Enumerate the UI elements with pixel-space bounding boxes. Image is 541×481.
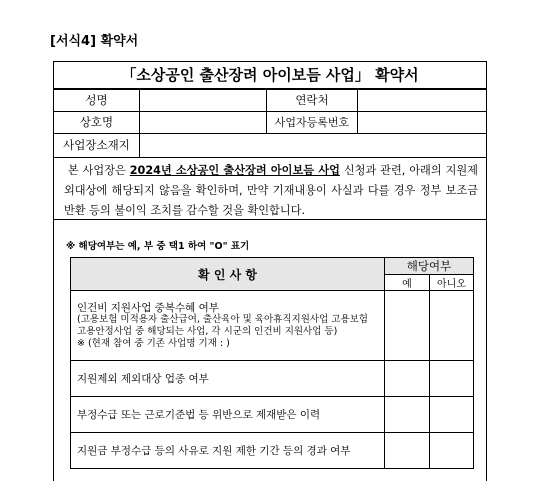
- header-applicable: 해당여부: [385, 258, 474, 275]
- check-item-text: 지원제외 제외대상 업종 여부: [71, 361, 385, 397]
- info-row-address: [54, 134, 486, 158]
- form-label: [서식4] 확약서: [50, 34, 139, 49]
- check-yes-cell[interactable]: [385, 361, 430, 397]
- checklist-row: [71, 397, 474, 433]
- check-item-text: [71, 291, 385, 361]
- check-item-detail: (고용보험 미적용자 출산급여, 출산육아 및 육아휴직지원사업 고용보험: [77, 313, 368, 325]
- name-label: 성명: [54, 90, 140, 111]
- check-no-cell[interactable]: [430, 291, 474, 361]
- check-yes-cell[interactable]: [385, 433, 430, 469]
- pledge-text: [54, 158, 486, 220]
- check-item-detail: ※ (현재 참여 중 기존 사업명 기재 : ): [77, 337, 230, 349]
- check-no-cell[interactable]: [430, 397, 474, 433]
- biz-reg-no-field[interactable]: [358, 112, 486, 133]
- checklist-header-row: [71, 258, 474, 275]
- check-no-cell[interactable]: [430, 433, 474, 469]
- col-yes: 예: [385, 275, 430, 291]
- check-yes-cell[interactable]: [385, 397, 430, 433]
- company-field[interactable]: [140, 112, 266, 133]
- check-item-main: 인건비 지원사업 중복수혜 여부: [77, 301, 219, 314]
- selection-note: ※ 해당여부는 예, 부 중 택1 하여 "O" 표기: [66, 241, 250, 252]
- pledge-prefix: 본 사업장은: [67, 164, 130, 177]
- checklist-row: [71, 361, 474, 397]
- contact-field[interactable]: [358, 90, 486, 111]
- check-yes-cell[interactable]: [385, 291, 430, 361]
- pledge-emphasis: 2024년 소상공인 출산장려 아이보듬 사업: [129, 164, 340, 177]
- form-frame: [53, 61, 487, 481]
- header-check-items: 확 인 사 항: [71, 258, 385, 291]
- info-row-name: [54, 90, 486, 112]
- pledge-suffix: 신청과 관련, 아래의 지원제외대상에 해당되지 않음을 확인하며, 만약 기재내용이 사실과 다를 경우 정부 보조금 반환 등의 불이익 조치를 감수할 것을 확인합니다.: [64, 164, 478, 217]
- col-no: 아니오: [430, 275, 474, 291]
- address-field[interactable]: [140, 134, 486, 157]
- check-item-text: 지원금 부정수급 등의 사유로 지원 제한 기간 등의 경과 여부: [71, 433, 385, 469]
- biz-reg-no-label: 사업자등록번호: [266, 112, 358, 133]
- name-field[interactable]: [140, 90, 266, 111]
- form-title: 「소상공인 출산장려 아이보듬 사업」 확약서: [54, 62, 486, 90]
- address-label: 사업장소재지: [54, 134, 140, 157]
- check-item-text: 부정수급 또는 근로기준법 등 위반으로 제재받은 이력: [71, 397, 385, 433]
- check-item-detail: 고용안정사업 중 해당되는 사업, 각 시군의 인건비 지원사업 등): [77, 325, 338, 337]
- checklist-row: [71, 433, 474, 469]
- check-no-cell[interactable]: [430, 361, 474, 397]
- company-label: 상호명: [54, 112, 140, 133]
- contact-label: 연락처: [266, 90, 358, 111]
- info-row-company: [54, 112, 486, 134]
- checklist-table: [70, 257, 474, 469]
- checklist-row: [71, 291, 474, 361]
